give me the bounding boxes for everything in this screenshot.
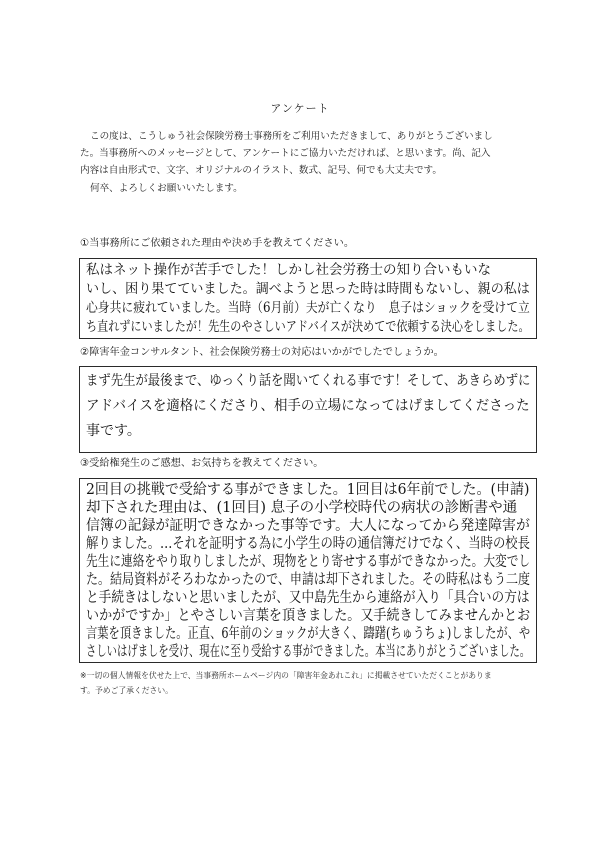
answer-line: ち直れずにいましたが！先生のやさしいアドバイスが決めてで依頼する決心をしました。 bbox=[86, 319, 530, 335]
answer-line: 信簿の記録が証明できなかった事等です。大人になってから発達障害が bbox=[86, 518, 530, 534]
intro-line: た。当事務所へのメッセージとして、アンケートにご協力いただければ、と思います。尚、記入 bbox=[80, 148, 491, 160]
question-3-label: ③受給権発生のご感想、お気持ちを教えてください。 bbox=[80, 458, 324, 469]
footnote bbox=[80, 668, 530, 698]
answer-line: 事です。 bbox=[86, 423, 141, 439]
question-2-answer-box bbox=[79, 366, 537, 453]
question-1-answer-box bbox=[79, 258, 537, 339]
question-1-label: ①当事務所にご依頼された理由や決め手を教えてください。 bbox=[80, 238, 355, 249]
footnote-line: す。予めご了承ください。 bbox=[80, 686, 173, 695]
answer-line: 私はネット操作が苦手でした！しかし社会労務士の知り合いもいな bbox=[86, 262, 491, 278]
answer-line: さしいはげましを受け、現在に至り受給する事ができました。本当にありがとうございました。 bbox=[86, 644, 531, 660]
answer-line: 先生に連絡をやり取りしましたが、現物をとり寄せする事ができなかった。大変でし bbox=[86, 554, 531, 570]
answer-line: 言葉を頂きました。正直、6年前のショックが大きく、躊躇(ちゅうちょ)しましたが、や bbox=[86, 626, 531, 642]
answer-line: いかがですか」とやさしい言葉を頂きました。又手続きしてみませんかとお bbox=[86, 608, 531, 624]
intro-line: 何卒、よろしくお願いいたします。 bbox=[90, 182, 243, 194]
answer-line: アドバイスを適格にくださり、相手の立場になってはげましてくださった bbox=[86, 398, 530, 414]
intro-line: 内容は自由形式で、文字、オリジナルのイラスト、数式、記号、何でも大丈夫です。 bbox=[80, 165, 442, 177]
answer-line: 2回目の挑戦で受給する事ができました。1回目は6年前でした。(申請) bbox=[86, 482, 530, 498]
question-3-answer-box bbox=[79, 478, 537, 663]
answer-line: いし、困り果てていました。調べようと思った時は時間もないし、親の私は bbox=[86, 281, 530, 297]
answer-line: 心身共に疲れていました。当時（6月前）夫が亡くなり 息子はショックを受けて立 bbox=[86, 300, 530, 316]
answer-line: た。結局資料がそろわなかったので、申請は却下されました。その時私はもう二度 bbox=[86, 572, 530, 588]
footnote-line: ※一切の個人情報を伏せた上で、当事務所ホームページ内の「障害年金あれこれ」に掲載させていただくことがありま bbox=[80, 671, 492, 680]
survey-title: アンケート bbox=[270, 102, 330, 115]
question-2-label: ②障害年金コンサルタント、社会保険労務士の対応はいかがでしたでしょうか。 bbox=[80, 347, 444, 358]
answer-line: まず先生が最後まで、ゆっくり話を聞いてくれる事です！そして、あきらめずに bbox=[86, 373, 531, 389]
survey-intro bbox=[80, 128, 525, 197]
answer-line: 却下された理由は、(1回目) 息子の小学校時代の病状の診断書や通 bbox=[86, 500, 518, 516]
answer-line: 解りました。…それを証明する為に小学生の時の通信簿だけでなく、当時の校長 bbox=[86, 536, 530, 552]
intro-line: この度は、こうしゅう社会保険労務士事務所をご利用いただきまして、ありがとうございまし bbox=[90, 131, 493, 142]
answer-line: と手続きはしないと思いましたが、又中島先生から連絡が入り「具合いの方は bbox=[86, 590, 530, 606]
